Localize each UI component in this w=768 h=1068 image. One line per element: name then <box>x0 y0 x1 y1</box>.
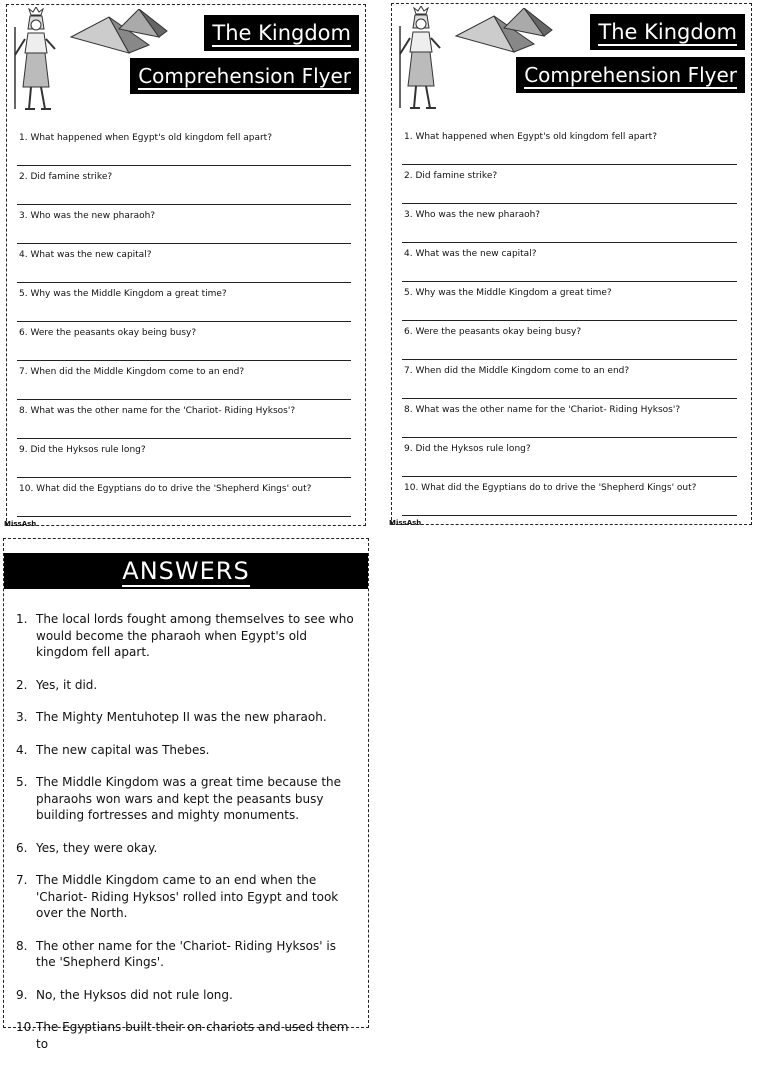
answer-number: 9. <box>16 987 28 1002</box>
answer-item <box>16 677 354 694</box>
answer-number: 3. <box>16 710 28 724</box>
question-item: 4. What was the new capital? <box>402 243 737 282</box>
question-item: 5. Why was the Middle Kingdom a great time? <box>402 282 737 321</box>
answer-text: No, the Hyksos did not rule long. <box>36 987 233 1002</box>
question-item: 6. Were the peasants okay being busy? <box>402 321 737 360</box>
question-item: 8. What was the other name for the 'Chariot- Riding Hyksos'? <box>17 400 351 439</box>
signature: MissAsh <box>4 520 37 528</box>
answer-item <box>16 774 354 824</box>
question-list <box>17 127 351 517</box>
question-item: 8. What was the other name for the 'Chariot- Riding Hyksos'? <box>402 399 737 438</box>
question-item: 2. Did famine strike? <box>402 165 737 204</box>
flyer-subtitle: Comprehension Flyer <box>516 57 745 93</box>
question-item: 3. Who was the new pharaoh? <box>17 205 351 244</box>
answer-number: 6. <box>16 840 28 855</box>
answer-number: 8. <box>16 938 28 953</box>
flyer-subtitle: Comprehension Flyer <box>130 58 359 94</box>
answer-number: 2. <box>16 677 28 692</box>
answer-number: 5. <box>16 775 28 789</box>
signature: MissAsh <box>389 519 422 527</box>
answer-text: The other name for the 'Chariot- Riding Hyksos' is the 'Shepherd Kings'. <box>36 938 336 969</box>
answer-item <box>16 938 354 971</box>
answer-list <box>16 611 354 1068</box>
question-item: 10. What did the Egyptians do to drive the 'Shepherd Kings' out? <box>17 478 351 517</box>
answer-text: Yes, it did. <box>36 677 98 692</box>
question-item: 1. What happened when Egypt's old kingdom fell apart? <box>17 127 351 166</box>
answer-text: Yes, they were okay. <box>36 840 158 855</box>
answer-text: The Egyptians built their on chariots and used them to <box>36 1020 349 1051</box>
answers-card <box>3 538 369 1051</box>
question-item: 7. When did the Middle Kingdom come to an end? <box>17 361 351 400</box>
question-item: 1. What happened when Egypt's old kingdom fell apart? <box>402 126 737 165</box>
answer-text: The local lords fought among themselves to see who would become the pharaoh when Egypt's old kingdom fell apart. <box>36 612 354 659</box>
question-item: 10. What did the Egyptians do to drive the 'Shepherd Kings' out? <box>402 477 737 516</box>
question-item: 6. Were the peasants okay being busy? <box>17 322 351 361</box>
question-item: 5. Why was the Middle Kingdom a great time? <box>17 283 351 322</box>
pyramids-icon <box>454 8 554 54</box>
answer-item <box>16 742 354 759</box>
flyer-left <box>6 4 366 526</box>
answer-item <box>16 987 354 1004</box>
answer-item <box>16 840 354 857</box>
pharaoh-figure-icon <box>11 7 61 113</box>
pharaoh-figure-icon <box>396 6 446 112</box>
answers-heading: ANSWERS <box>4 553 368 589</box>
answer-number: 1. <box>16 612 28 626</box>
question-item: 2. Did famine strike? <box>17 166 351 205</box>
question-item: 9. Did the Hyksos rule long? <box>17 439 351 478</box>
question-item: 9. Did the Hyksos rule long? <box>402 438 737 477</box>
pyramids-icon <box>69 9 169 55</box>
answer-number: 10. <box>16 1020 36 1034</box>
question-item: 4. What was the new capital? <box>17 244 351 283</box>
answer-text: The Middle Kingdom was a great time because the pharaohs won wars and kept the peasants busy building fortresses and mighty monuments. <box>36 775 342 822</box>
answer-item <box>16 611 354 661</box>
answer-number: 4. <box>16 742 28 757</box>
answer-text: The new capital was Thebes. <box>36 742 210 757</box>
flyer-title: The Kingdom <box>204 15 359 51</box>
answer-text: The Mighty Mentuhotep II was the new pharaoh. <box>36 710 327 724</box>
flyer-title: The Kingdom <box>590 14 745 50</box>
answer-item <box>16 872 354 922</box>
answer-item <box>16 709 354 726</box>
answer-number: 7. <box>16 873 28 887</box>
flyer-right <box>391 3 752 525</box>
question-item: 7. When did the Middle Kingdom come to an end? <box>402 360 737 399</box>
answer-text: The Middle Kingdom came to an end when the 'Chariot- Riding Hyksos' rolled into Egypt and took over the North. <box>36 873 339 920</box>
question-list <box>402 126 737 516</box>
question-item: 3. Who was the new pharaoh? <box>402 204 737 243</box>
